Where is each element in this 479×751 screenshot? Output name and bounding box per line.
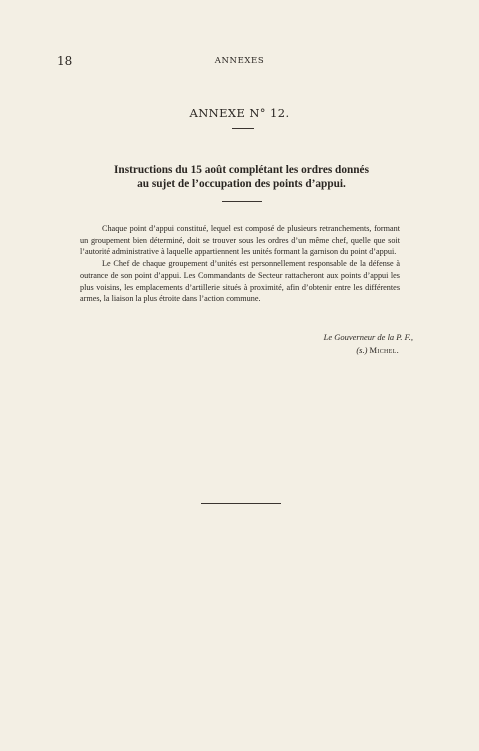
signatory-line xyxy=(0,344,413,357)
title-divider xyxy=(232,128,254,129)
heading-line-1: Instructions du 15 août complétant les ordres donnés xyxy=(114,164,369,176)
heading-line-2: au sujet de l’occupation des points d’appui. xyxy=(137,178,346,190)
page-number: 18 xyxy=(57,54,73,68)
body-text xyxy=(80,223,400,305)
signed-abbreviation: (s.) xyxy=(356,344,368,355)
signatory-title: Le Gouverneur de la P. F., xyxy=(323,332,413,342)
running-head: ANNEXES xyxy=(214,56,265,66)
heading-divider xyxy=(222,201,262,202)
signatory-name: Michel. xyxy=(369,344,399,355)
annex-title: ANNEXE N° 12. xyxy=(189,106,290,120)
signature-block xyxy=(0,331,413,356)
paragraph: Chaque point d’appui constitué, lequel est composé de plusieurs retranchements, formant un groupement bien déterminé, doit se trouver sous les ordres d’un même chef, quelle que soit l’autorité administrative à laquelle appartiennent les unités formant la garnison du point d’appui. xyxy=(80,224,400,257)
section-heading xyxy=(80,163,403,191)
paragraph: Le Chef de chaque groupement d’unités est personnellement responsable de la défense à outrance de son point d’appui. Les Commandants de Secteur rattacheront aux points d’appui les plus voisins, les emplacements d’artillerie situés à proximité, afin d’obtenir entre les différentes armes, la liaison la plus étroite dans l’action commune. xyxy=(80,259,400,304)
end-divider xyxy=(201,503,281,504)
